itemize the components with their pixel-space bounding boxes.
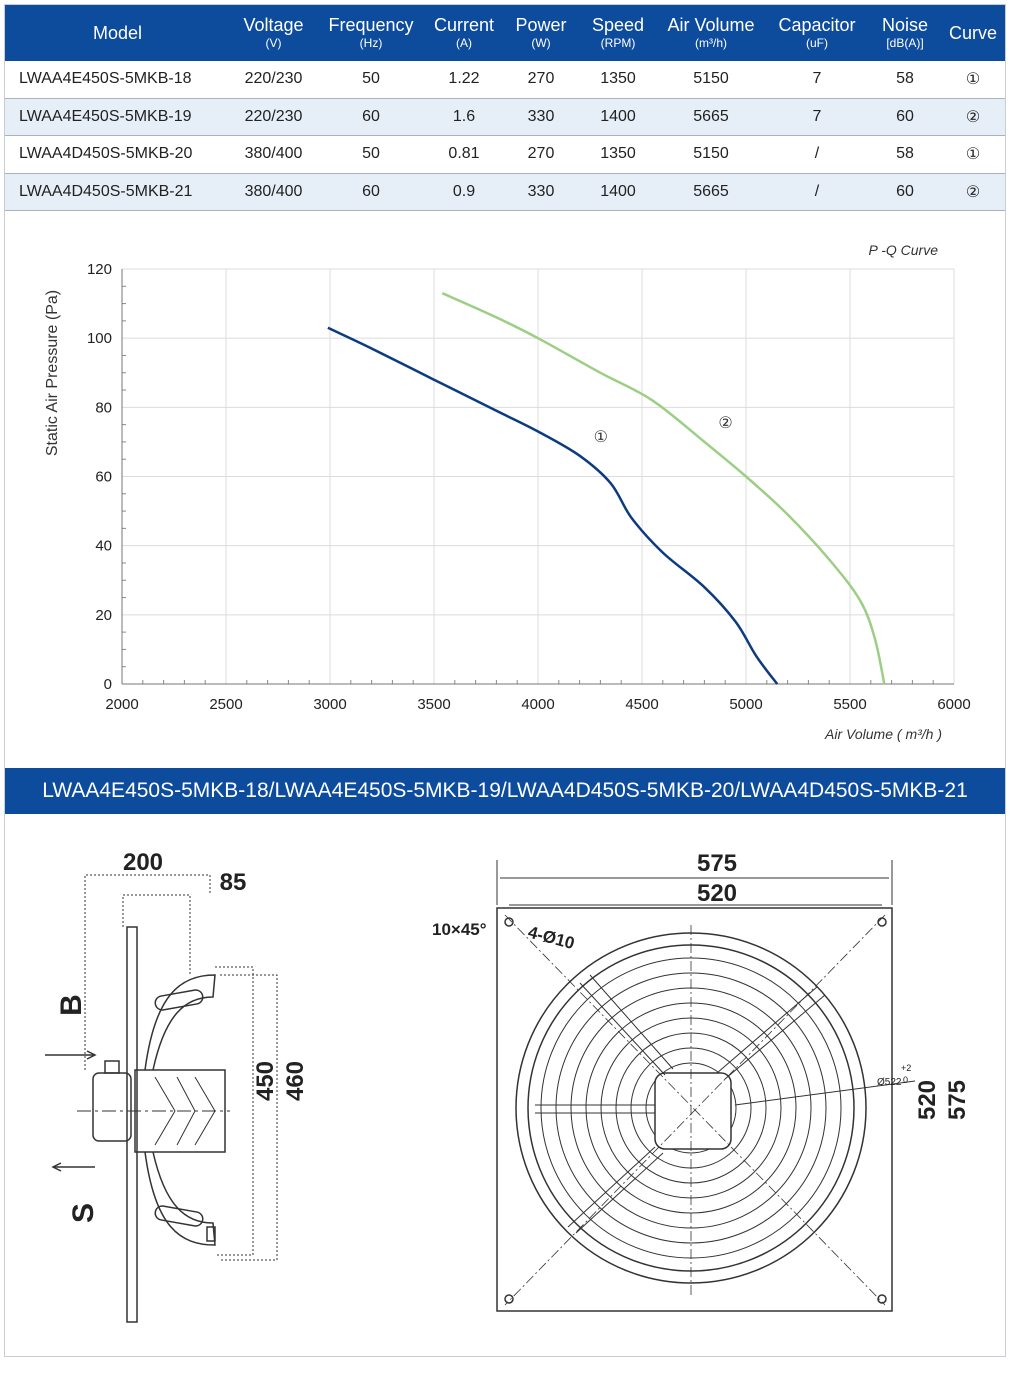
header-label: Frequency xyxy=(328,15,414,35)
table-cell: 270 xyxy=(503,136,579,174)
table-header-cell xyxy=(941,5,1005,61)
table-cell: 50 xyxy=(317,61,425,98)
table-cell: 58 xyxy=(869,136,941,174)
table-header-cell xyxy=(657,5,765,61)
chart-grid xyxy=(122,269,954,684)
table-header-cell xyxy=(230,5,317,61)
table-header-cell xyxy=(317,5,425,61)
table-cell: 5665 xyxy=(657,173,765,211)
table-cell: 1.22 xyxy=(425,61,503,98)
table-cell: 60 xyxy=(869,173,941,211)
table-header-cell xyxy=(579,5,657,61)
header-unit: (Hz) xyxy=(359,36,383,50)
table-header-cell xyxy=(765,5,869,61)
table-cell: 1350 xyxy=(579,61,657,98)
header-label: Air Volume xyxy=(667,15,755,35)
x-tick-label: 3000 xyxy=(313,696,347,713)
header-unit: (m³/h) xyxy=(695,36,727,50)
y-tick-label: 20 xyxy=(95,606,112,624)
chart-xlabel: Air Volume ( m³/h ) xyxy=(825,726,942,742)
table-cell: 1400 xyxy=(579,98,657,136)
table-cell: LWAA4E450S-5MKB-18 xyxy=(5,61,230,98)
y-tick-label: 100 xyxy=(86,330,112,348)
table-cell: 380/400 xyxy=(230,136,317,174)
table-cell: 1.6 xyxy=(425,98,503,136)
table-cell: 50 xyxy=(317,136,425,174)
chart-ticks xyxy=(87,261,971,713)
front-dim-575-right: 575 xyxy=(944,1079,971,1121)
x-tick-label: 6000 xyxy=(937,696,971,713)
table-header-cell xyxy=(425,5,503,61)
table-row xyxy=(5,98,1005,136)
table-cell: 5150 xyxy=(657,61,765,98)
x-tick-label: 2000 xyxy=(105,696,139,713)
table-cell: 60 xyxy=(317,173,425,211)
x-tick-label: 5500 xyxy=(833,696,867,713)
side-dim-200: 200 xyxy=(122,849,164,876)
header-label: Capacitor xyxy=(778,15,856,35)
table-cell: 330 xyxy=(503,173,579,211)
table-row xyxy=(5,61,1005,98)
front-dim-520-top: 520 xyxy=(696,880,738,907)
table-cell: 270 xyxy=(503,61,579,98)
table-cell: LWAA4D450S-5MKB-20 xyxy=(5,136,230,174)
table-cell: 380/400 xyxy=(230,173,317,211)
table-cell: 1350 xyxy=(579,136,657,174)
table-cell: 5150 xyxy=(657,136,765,174)
table-cell: ① xyxy=(941,136,1005,174)
front-ring-tol-down: 0 xyxy=(903,1075,909,1085)
table-cell: 60 xyxy=(317,98,425,136)
x-tick-label: 3500 xyxy=(417,696,451,713)
table-row xyxy=(5,136,1005,174)
table-header-row xyxy=(5,5,1005,61)
x-tick-label: 2500 xyxy=(209,696,243,713)
table-cell: 58 xyxy=(869,61,941,98)
header-unit: (A) xyxy=(456,36,472,50)
front-ring-tol-up: +2 xyxy=(901,1063,912,1073)
side-dim-85: 85 xyxy=(219,869,247,896)
front-chamfer-label: 10×45° xyxy=(432,920,487,939)
table-cell: ② xyxy=(941,98,1005,136)
pq-curve-chart xyxy=(0,225,1010,755)
front-dim-520-right: 520 xyxy=(914,1079,941,1121)
table-header-cell xyxy=(869,5,941,61)
y-tick-label: 60 xyxy=(95,468,112,486)
header-unit: (RPM) xyxy=(600,36,636,50)
table-cell: LWAA4E450S-5MKB-19 xyxy=(5,98,230,136)
header-label: Model xyxy=(92,23,143,43)
table-cell: 7 xyxy=(765,61,869,98)
side-dim-450: 450 xyxy=(252,1060,279,1102)
dimension-drawing xyxy=(5,815,1005,1355)
header-unit: (V) xyxy=(265,36,282,50)
table-cell: 0.9 xyxy=(425,173,503,211)
y-tick-label: 120 xyxy=(86,261,112,278)
x-tick-label: 4500 xyxy=(625,696,659,713)
table-cell: / xyxy=(765,136,869,174)
front-holes-label: 4-Ø10 xyxy=(525,922,577,954)
header-label: Voltage xyxy=(243,15,304,35)
spec-table xyxy=(5,5,1005,211)
table-row xyxy=(5,173,1005,211)
table-cell: 7 xyxy=(765,98,869,136)
header-unit: [dB(A)] xyxy=(886,36,924,50)
table-cell: ① xyxy=(941,61,1005,98)
chart-ylabel: Static Air Pressure (Pa) xyxy=(44,289,61,457)
table-cell: 0.81 xyxy=(425,136,503,174)
table-cell: 330 xyxy=(503,98,579,136)
series-line-2 xyxy=(442,293,884,684)
chart-series xyxy=(328,293,884,684)
table-cell: LWAA4D450S-5MKB-21 xyxy=(5,173,230,211)
side-label-b: B xyxy=(55,994,88,1016)
header-unit: (W) xyxy=(531,36,551,50)
side-dim-460: 460 xyxy=(282,1060,309,1102)
side-view xyxy=(45,875,277,1322)
front-dim-575-top: 575 xyxy=(696,850,738,877)
table-header-cell xyxy=(5,5,230,61)
x-tick-label: 5000 xyxy=(729,696,763,713)
header-label: Curve xyxy=(948,23,997,43)
header-label: Power xyxy=(515,15,567,35)
y-tick-label: 0 xyxy=(103,676,112,693)
header-label: Speed xyxy=(591,15,645,35)
front-ring-label: Ø522 xyxy=(877,1077,902,1088)
y-tick-label: 80 xyxy=(95,399,112,417)
table-body xyxy=(5,61,1005,211)
series-line-1 xyxy=(328,328,777,684)
table-cell: ② xyxy=(941,173,1005,211)
front-view xyxy=(497,860,915,1311)
x-tick-label: 4000 xyxy=(521,696,555,713)
table-cell: 5665 xyxy=(657,98,765,136)
header-label: Current xyxy=(433,15,495,35)
table-cell: 1400 xyxy=(579,173,657,211)
series-label-1: ① xyxy=(593,428,608,446)
table-cell: 60 xyxy=(869,98,941,136)
table-cell: 220/230 xyxy=(230,61,317,98)
table-header-cell xyxy=(503,5,579,61)
y-tick-label: 40 xyxy=(95,537,112,555)
model-banner: LWAA4E450S-5MKB-18/LWAA4E450S-5MKB-19/LWAA4D450S-5MKB-20/LWAA4D450S-5MKB-21 xyxy=(5,768,1005,814)
table-cell: / xyxy=(765,173,869,211)
side-label-s: S xyxy=(67,1202,100,1224)
chart-title: P -Q Curve xyxy=(868,242,938,258)
series-label-2: ② xyxy=(718,414,733,432)
header-label: Noise xyxy=(881,15,929,35)
header-unit: (uF) xyxy=(806,36,828,50)
table-cell: 220/230 xyxy=(230,98,317,136)
